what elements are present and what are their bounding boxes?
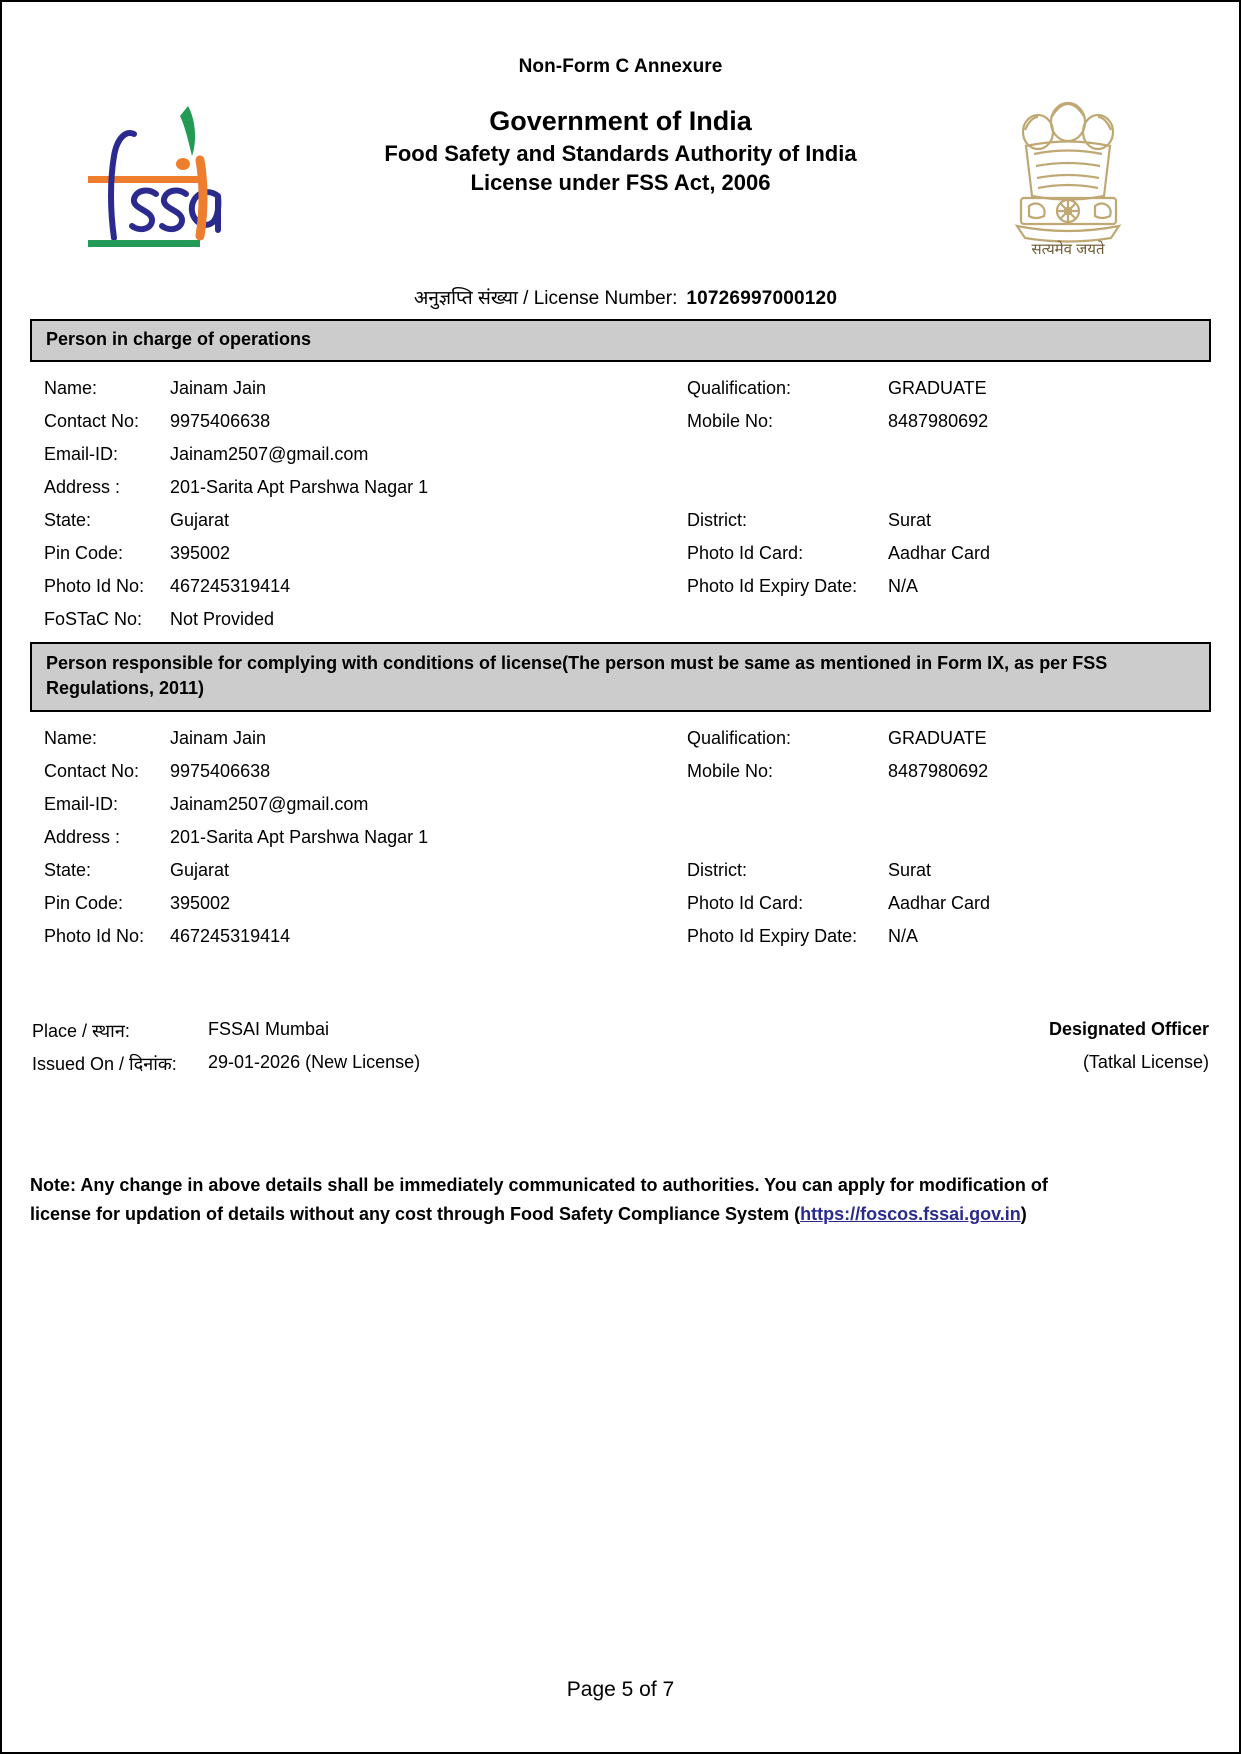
- field-label: Email-ID:: [44, 793, 119, 814]
- field-value: Surat: [888, 509, 932, 530]
- field-value: Jainam Jain: [170, 377, 267, 398]
- field-value: Gujarat: [170, 859, 230, 880]
- field-label: Photo Id Card:: [687, 892, 804, 913]
- field-label: Photo Id Expiry Date:: [687, 925, 858, 946]
- field-label: FoSTaC No:: [44, 608, 143, 629]
- field-label: Address :: [44, 476, 121, 497]
- detail-row: [30, 893, 1211, 926]
- annexure-title: Non-Form C Annexure: [518, 56, 723, 77]
- national-emblem-icon: [981, 94, 1156, 259]
- emblem-motto-text: सत्यमेव जयते: [1031, 241, 1105, 258]
- field-value: GRADUATE: [888, 377, 987, 398]
- field-label: Qualification:: [687, 727, 792, 748]
- note-text: Note: Any change in above details shall be immediately communicated to authorities. You can apply for modification of license for updation of details without any cost through Food Safety Compliance System (: [30, 1174, 1048, 1224]
- detail-row: [30, 444, 1211, 477]
- authority-title: Food Safety and Standards Authority of India: [384, 140, 857, 166]
- license-act-title: License under FSS Act, 2006: [470, 170, 771, 196]
- field-value: 467245319414: [170, 575, 291, 596]
- detail-row: [30, 761, 1211, 794]
- field-value: 395002: [170, 892, 231, 913]
- field-label: Pin Code:: [44, 892, 124, 913]
- field-value: N/A: [888, 575, 919, 596]
- detail-row: [30, 378, 1211, 411]
- field-label: Email-ID:: [44, 443, 119, 464]
- detail-row: [30, 543, 1211, 576]
- field-label: District:: [687, 509, 747, 530]
- detail-row: [30, 411, 1211, 444]
- field-value: 9975406638: [170, 410, 271, 431]
- field-label: Contact No:: [44, 410, 140, 431]
- section-header-person-responsible: Person responsible for complying with conditions of license(The person must be same as mentioned in Form IX, as per FSS Regulations, 2011): [30, 642, 1211, 712]
- field-label: Qualification:: [687, 377, 792, 398]
- place-label: Place / स्थान:: [32, 1020, 130, 1041]
- detail-row: [30, 794, 1211, 827]
- field-value: 467245319414: [170, 925, 291, 946]
- field-label: Contact No:: [44, 760, 140, 781]
- government-of-india-title: Government of India: [489, 106, 752, 136]
- field-value: GRADUATE: [888, 727, 987, 748]
- detail-row: [30, 609, 1211, 642]
- section-header-person-in-charge: Person in charge of operations: [30, 319, 1211, 362]
- document-header: [30, 94, 1211, 264]
- license-number-label: अनुज्ञप्ति संख्या / License Number:: [413, 288, 678, 309]
- field-value: Aadhar Card: [888, 892, 991, 913]
- field-value: Jainam2507@gmail.com: [170, 793, 369, 814]
- place-row: [30, 1019, 1211, 1052]
- designated-officer-label: Designated Officer: [1048, 1018, 1209, 1039]
- field-label: Mobile No:: [687, 760, 774, 781]
- issued-on-value: 29-01-2026 (New License): [208, 1051, 421, 1072]
- page-content: [30, 30, 1211, 1724]
- field-value: Jainam2507@gmail.com: [170, 443, 369, 464]
- issued-on-row: [30, 1052, 1211, 1085]
- field-label: State:: [44, 509, 92, 530]
- detail-row: [30, 728, 1211, 761]
- fssai-logo-icon: [70, 98, 245, 253]
- detail-row: [30, 576, 1211, 609]
- field-label: Address :: [44, 826, 121, 847]
- field-value: 8487980692: [888, 410, 989, 431]
- detail-row: [30, 477, 1211, 510]
- place-value: FSSAI Mumbai: [208, 1018, 330, 1039]
- section1-details: [30, 362, 1211, 642]
- field-label: Mobile No:: [687, 410, 774, 431]
- foscos-link[interactable]: https://foscos.fssai.gov.in: [800, 1203, 1021, 1224]
- field-value: 9975406638: [170, 760, 271, 781]
- field-value: 201-Sarita Apt Parshwa Nagar 1: [170, 826, 429, 847]
- license-type-label: (Tatkal License): [1082, 1051, 1209, 1072]
- license-number-line: [30, 284, 1211, 310]
- field-label: State:: [44, 859, 92, 880]
- field-value: 201-Sarita Apt Parshwa Nagar 1: [170, 476, 429, 497]
- field-value: 8487980692: [888, 760, 989, 781]
- detail-row: [30, 926, 1211, 959]
- section2-details: [30, 712, 1211, 959]
- field-label: Photo Id No:: [44, 925, 145, 946]
- page-number-label: Page 5 of 7: [566, 1678, 675, 1701]
- field-label: District:: [687, 859, 747, 880]
- field-label: Name:: [44, 377, 98, 398]
- field-value: Jainam Jain: [170, 727, 267, 748]
- detail-row: [30, 827, 1211, 860]
- field-value: Not Provided: [170, 608, 275, 629]
- field-value: Surat: [888, 859, 932, 880]
- field-value: N/A: [888, 925, 919, 946]
- note-block: [30, 1171, 1211, 1229]
- page-footer: [30, 1678, 1211, 1702]
- field-label: Photo Id Card:: [687, 542, 804, 563]
- note-text-end: ): [1020, 1203, 1027, 1224]
- field-label: Name:: [44, 727, 98, 748]
- detail-row: [30, 510, 1211, 543]
- field-label: Photo Id Expiry Date:: [687, 575, 858, 596]
- issued-on-label: Issued On / दिनांक:: [32, 1053, 177, 1074]
- field-value: Aadhar Card: [888, 542, 991, 563]
- detail-row: [30, 860, 1211, 893]
- field-label: Pin Code:: [44, 542, 124, 563]
- field-value: Gujarat: [170, 509, 230, 530]
- field-value: 395002: [170, 542, 231, 563]
- field-label: Photo Id No:: [44, 575, 145, 596]
- license-number-value: 10726997000120: [686, 288, 838, 309]
- signature-block: [30, 1019, 1211, 1085]
